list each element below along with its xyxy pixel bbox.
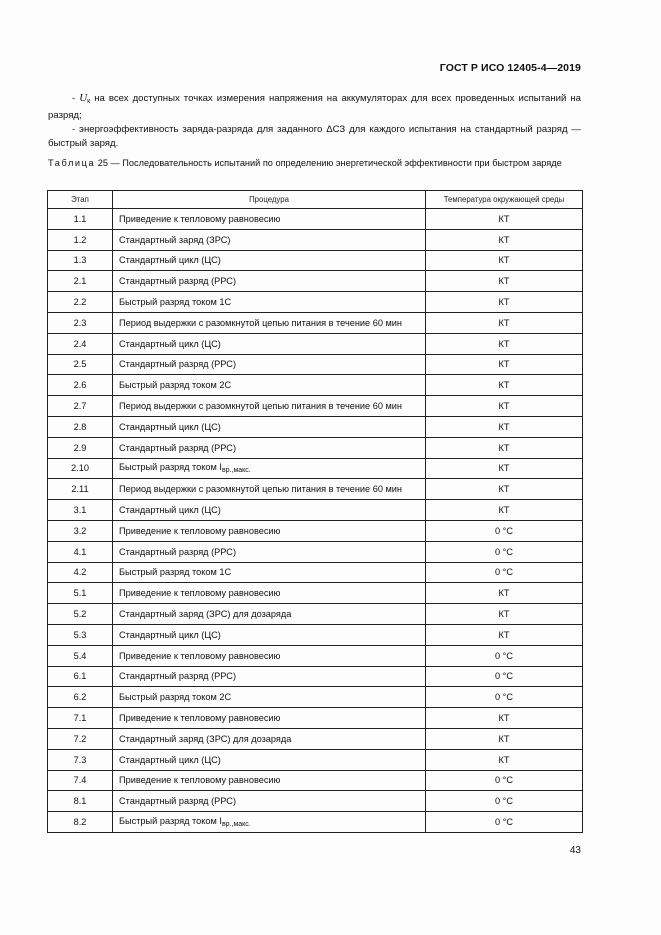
table-row <box>48 312 583 333</box>
table-body <box>48 209 583 833</box>
table-row <box>48 396 583 417</box>
table-row <box>48 271 583 292</box>
cell-procedure: Период выдержки с разомкнутой цепью питания в течение 60 мин <box>113 312 426 333</box>
table-row <box>48 791 583 812</box>
cell-step: 4.2 <box>48 562 113 583</box>
cell-procedure: Быстрый разряд током 1C <box>113 562 426 583</box>
table-row <box>48 500 583 521</box>
table-row <box>48 562 583 583</box>
cell-procedure: Стандартный цикл (ЦС) <box>113 416 426 437</box>
cell-temperature: 0 °С <box>426 791 583 812</box>
voltage-symbol: U <box>79 92 88 104</box>
voltage-symbol-subscript: к <box>87 98 91 105</box>
cell-procedure: Приведение к тепловому равновесию <box>113 708 426 729</box>
table-row <box>48 437 583 458</box>
cell-temperature: КТ <box>426 250 583 271</box>
cell-temperature: КТ <box>426 479 583 500</box>
cell-temperature: 0 °С <box>426 541 583 562</box>
cell-temperature: 0 °С <box>426 666 583 687</box>
cell-procedure: Стандартный цикл (ЦС) <box>113 749 426 770</box>
header-step: Этап <box>48 191 113 209</box>
cell-step: 6.2 <box>48 687 113 708</box>
table-header-row <box>48 191 583 209</box>
cell-step: 7.1 <box>48 708 113 729</box>
cell-temperature: 0 °С <box>426 645 583 666</box>
table-row <box>48 292 583 313</box>
cell-step: 2.2 <box>48 292 113 313</box>
cell-procedure <box>113 458 426 479</box>
cell-procedure: Приведение к тепловому равновесию <box>113 583 426 604</box>
cell-temperature: КТ <box>426 604 583 625</box>
cell-temperature: КТ <box>426 312 583 333</box>
intro-item-voltage: - $U_к$ на всех доступных точках измерения напряжения на аккумуляторах для всех проведенных испытаний на разряд; <box>48 92 581 121</box>
cell-temperature: КТ <box>426 229 583 250</box>
cell-temperature: КТ <box>426 708 583 729</box>
cell-temperature: КТ <box>426 271 583 292</box>
cell-procedure <box>113 812 426 833</box>
cell-step: 5.2 <box>48 604 113 625</box>
table-row <box>48 375 583 396</box>
cell-temperature: 0 °С <box>426 812 583 833</box>
cell-temperature: КТ <box>426 354 583 375</box>
cell-step: 6.1 <box>48 666 113 687</box>
cell-step: 7.4 <box>48 770 113 791</box>
cell-step: 2.10 <box>48 458 113 479</box>
cell-procedure: Стандартный цикл (ЦС) <box>113 624 426 645</box>
table-row <box>48 250 583 271</box>
cell-step: 5.3 <box>48 624 113 645</box>
cell-procedure: Период выдержки с разомкнутой цепью питания в течение 60 мин <box>113 396 426 417</box>
table-row <box>48 416 583 437</box>
table-row <box>48 770 583 791</box>
cell-step: 5.1 <box>48 583 113 604</box>
cell-procedure: Стандартный цикл (ЦС) <box>113 250 426 271</box>
cell-temperature: КТ <box>426 624 583 645</box>
intro-text <box>48 91 581 151</box>
table-row <box>48 520 583 541</box>
cell-temperature: КТ <box>426 333 583 354</box>
cell-step: 1.2 <box>48 229 113 250</box>
cell-temperature: КТ <box>426 583 583 604</box>
table-caption <box>48 157 581 169</box>
cell-procedure: Стандартный заряд (ЗРС) для дозаряда <box>113 728 426 749</box>
cell-temperature: 0 °С <box>426 687 583 708</box>
intro-item-efficiency: - энергоэффективность заряда-разряда для заданного ΔСЗ для каждого испытания на стандартный разряд — быстрый заряд. <box>48 124 581 149</box>
table-row <box>48 541 583 562</box>
table-row <box>48 812 583 833</box>
cell-procedure: Стандартный разряд (РРС) <box>113 354 426 375</box>
cell-step: 8.1 <box>48 791 113 812</box>
cell-step: 7.3 <box>48 749 113 770</box>
table-row <box>48 479 583 500</box>
cell-temperature: КТ <box>426 728 583 749</box>
table-row <box>48 458 583 479</box>
current-subscript: вр.,макс. <box>221 467 251 475</box>
cell-procedure: Приведение к тепловому равновесию <box>113 770 426 791</box>
cell-step: 2.6 <box>48 375 113 396</box>
cell-temperature: КТ <box>426 416 583 437</box>
cell-procedure: Стандартный разряд (РРС) <box>113 791 426 812</box>
cell-step: 2.11 <box>48 479 113 500</box>
cell-temperature: КТ <box>426 396 583 417</box>
page-number: 43 <box>569 845 581 856</box>
cell-temperature: КТ <box>426 458 583 479</box>
procedure-text: Быстрый разряд током I <box>119 462 222 473</box>
cell-procedure: Быстрый разряд током 2C <box>113 375 426 396</box>
cell-step: 4.1 <box>48 541 113 562</box>
table-row <box>48 708 583 729</box>
cell-temperature: 0 °С <box>426 562 583 583</box>
table-row <box>48 209 583 230</box>
cell-step: 2.1 <box>48 271 113 292</box>
cell-step: 1.1 <box>48 209 113 230</box>
cell-step: 3.2 <box>48 520 113 541</box>
cell-procedure: Приведение к тепловому равновесию <box>113 645 426 666</box>
cell-procedure: Стандартный заряд (ЗРС) для дозаряда <box>113 604 426 625</box>
cell-temperature: 0 °С <box>426 520 583 541</box>
cell-procedure: Стандартный заряд (ЗРС) <box>113 229 426 250</box>
table-row <box>48 666 583 687</box>
cell-procedure: Быстрый разряд током 1C <box>113 292 426 313</box>
cell-temperature: КТ <box>426 437 583 458</box>
cell-temperature: КТ <box>426 375 583 396</box>
cell-step: 2.7 <box>48 396 113 417</box>
procedure-text: Быстрый разряд током I <box>119 816 222 826</box>
cell-temperature: КТ <box>426 500 583 521</box>
test-sequence-table <box>47 190 583 833</box>
cell-step: 2.4 <box>48 333 113 354</box>
cell-procedure: Приведение к тепловому равновесию <box>113 520 426 541</box>
cell-step: 7.2 <box>48 728 113 749</box>
cell-step: 2.8 <box>48 416 113 437</box>
cell-step: 5.4 <box>48 645 113 666</box>
table-row <box>48 354 583 375</box>
cell-procedure: Стандартный цикл (ЦС) <box>113 500 426 521</box>
table-caption-label: Таблица <box>48 158 96 168</box>
cell-temperature: КТ <box>426 209 583 230</box>
table-row <box>48 583 583 604</box>
cell-step: 1.3 <box>48 250 113 271</box>
cell-procedure: Быстрый разряд током 2C <box>113 687 426 708</box>
table-row <box>48 624 583 645</box>
cell-procedure: Стандартный разряд (РРС) <box>113 666 426 687</box>
cell-temperature: 0 °С <box>426 770 583 791</box>
cell-procedure: Стандартный разряд (РРС) <box>113 437 426 458</box>
cell-temperature: КТ <box>426 292 583 313</box>
cell-step: 2.5 <box>48 354 113 375</box>
current-subscript: вр.,макс. <box>221 821 251 828</box>
table-row <box>48 604 583 625</box>
cell-step: 3.1 <box>48 500 113 521</box>
table-row <box>48 687 583 708</box>
cell-procedure: Стандартный цикл (ЦС) <box>113 333 426 354</box>
cell-procedure: Период выдержки с разомкнутой цепью питания в течение 60 мин <box>113 479 426 500</box>
header-temperature: Температура окружающей среды <box>426 191 583 209</box>
table-row <box>48 229 583 250</box>
table-row <box>48 728 583 749</box>
table-row <box>48 749 583 770</box>
cell-step: 8.2 <box>48 812 113 833</box>
header-procedure: Процедура <box>113 191 426 209</box>
cell-step: 2.9 <box>48 437 113 458</box>
cell-procedure: Стандартный разряд (РРС) <box>113 271 426 292</box>
document-header: ГОСТ Р ИСО 12405-4—2019 <box>439 62 581 74</box>
table-row <box>48 333 583 354</box>
table-caption-text: 25 — Последовательность испытаний по определению энергетической эффективности при быстром заряде <box>95 158 562 168</box>
table-row <box>48 645 583 666</box>
cell-temperature: КТ <box>426 749 583 770</box>
cell-procedure: Стандартный разряд (РРС) <box>113 541 426 562</box>
cell-step: 2.3 <box>48 312 113 333</box>
cell-procedure: Приведение к тепловому равновесию <box>113 209 426 230</box>
